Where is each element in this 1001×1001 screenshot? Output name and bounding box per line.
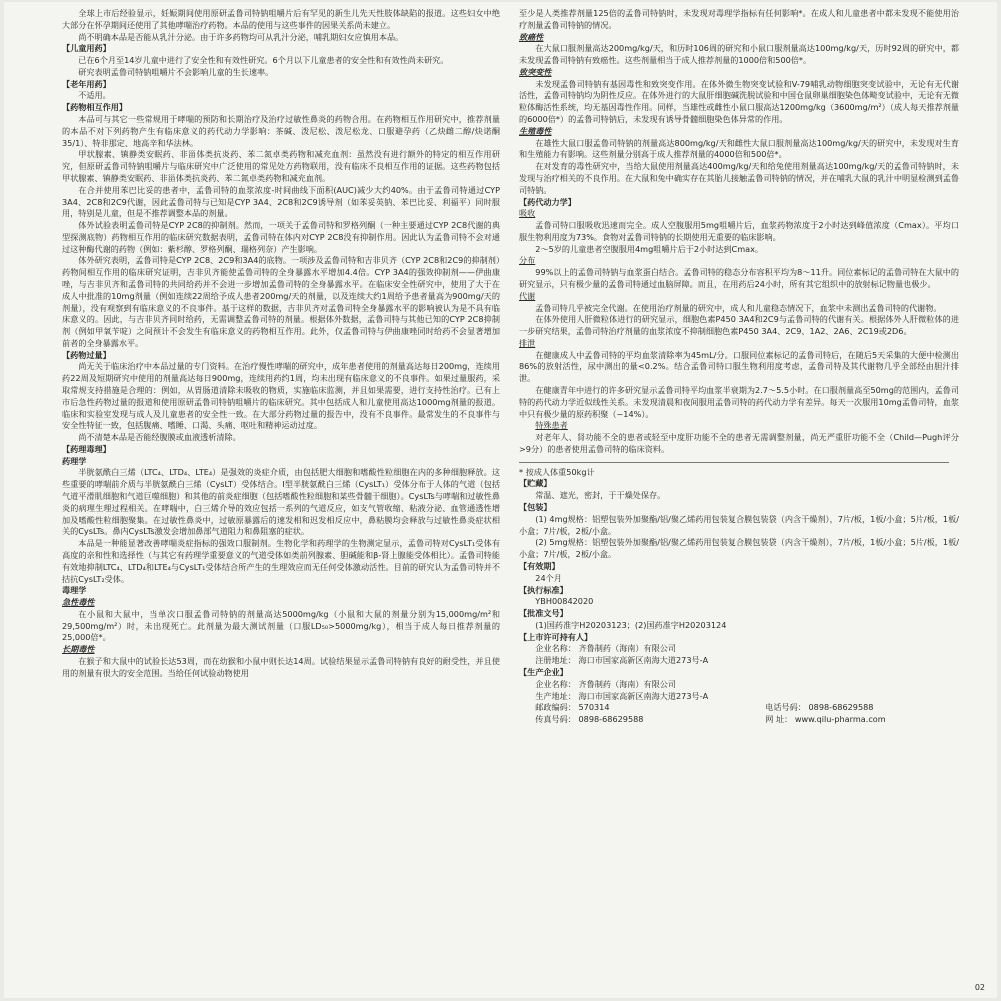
paragraph: 甲状腺素、镇静类安眠药、非甾体类抗炎药、苯二氮卓类药物和减充血剂：虽然没有进行额外的特定的相互作用研究，但原研孟鲁司特钠咀嚼片与临床研究中广泛使用的常见处方药物联用，没有临床不良相互作用的证据。这些药物包括甲状腺素、镇静类安眠药、非甾体类抗炎药、苯二氮卓类药物和减充血剂。 — [62, 149, 500, 183]
section-heading: 【生产企业】 — [519, 666, 568, 677]
contact-row — [519, 702, 959, 714]
paragraph: 在雄性大鼠口服孟鲁司特钠的剂量高达800mg/kg/天和雌性大鼠口服剂量高达100mg/kg/天的研究中，未发现对生育和生殖能力有影响。这些剂量分别高于成人推荐剂量的4000倍和500倍*。 — [519, 137, 959, 160]
info-line: 企业名称： 齐鲁制药（海南）有限公司 — [535, 678, 677, 689]
bold-heading: 药理学 — [62, 455, 87, 466]
subsection-heading: 致癌性 — [519, 31, 544, 42]
contact-field: 传真号码： 0898-68629588 — [535, 714, 644, 725]
contact-field: 电话号码： 0898-68629588 — [765, 702, 874, 713]
section-heading: 【执行标准】 — [519, 584, 568, 595]
page-number: 02 — [974, 983, 985, 992]
info-line: YBH00842020 — [535, 596, 594, 607]
paragraph: 在健康成人中孟鲁司特的平均血浆清除率为45mL/分。口服同位素标记的孟鲁司特后，在随后5天采集的大便中检测出86%的放射活性，尿中测出的量<0.2%。结合孟鲁司特口服生物利用度考虑，孟鲁司特及其代谢物几乎全部经由胆汁排泄。 — [519, 349, 959, 384]
paragraph: 体外研究表明，孟鲁司特是CYP 2C8、2C9和3A4的底物。一项涉及孟鲁司特和吉非贝齐（CYP 2C8和2C9的抑制剂）药物间相互作用的临床研究证明，吉非贝齐能使孟鲁司特的全身暴露水平增加4.4倍。CYP 3A4的强效抑制剂——伊曲康唑，与吉非贝齐和孟鲁司特的共同给药并不会进一步增加孟鲁司特的全身暴露水平。在临床安全性研究中，使用了大于在成人中批准的10mg剂量（例如连续22周给予成人患者200mg/天的剂量，以及连续大约1周给予患者量高为900mg/天的剂量），没有观察到有临床意义的不良事件。基于这样的数据，吉非贝齐对孟鲁司特全身暴露水平的影响被认为是不具有临床意义的。因此，与吉非贝齐同时给药，无需调整孟鲁司特的剂量。根据体外数据，孟鲁司特与其他已知的CYP 2C8抑制剂（例如甲氧苄啶）之间预计不会发生有临床意义的药物相互作用。此外，仅孟鲁司特与伊曲康唑同时给药不会显著增加前者的全身暴露水平。 — [62, 255, 500, 348]
paragraph: 不适用。 — [78, 90, 111, 101]
left-column — [62, 8, 500, 990]
paragraph: 全球上市后经验显示，妊娠期间使用原研孟鲁司特钠咀嚼片后有罕见的新生儿先天性肢体缺陷的报道。这些妇女中绝大部分在怀孕期间还使用了其他哮喘治疗药物。本品的使用与这些事件的因果关系尚未建立。 — [62, 8, 500, 30]
info-line: 生产地址： 海口市国家高新区南海大道273号-A — [535, 690, 709, 701]
section-heading: 【药代动力学】 — [519, 196, 576, 207]
paragraph: 对老年人、肾功能不全的患者或轻至中度肝功能不全的患者无需调整剂量，尚无严重肝功能不全（Child—Pugh评分>9分）的患者使用孟鲁司特的临床资料。 — [519, 432, 959, 454]
paragraph: 至少是人类推荐剂量125倍的孟鲁司特钠时，未发现对毒理学指标有任何影响*。在成人和儿童患者中都未发现不能使用治疗剂量孟鲁司特钠的情况。 — [519, 8, 959, 30]
info-line: (1)国药准字H20203123；(2)国药准字H20203124 — [535, 619, 727, 630]
contact-field: 邮政编码： 570314 — [535, 702, 610, 713]
section-heading: 【药理毒理】 — [62, 443, 111, 454]
paragraph: 本品是一种能显著改善哮喘炎症指标的强效口服制剂。生物化学和药理学的生物测定显示，孟鲁司特对CysLT₁受体有高度的亲和性和选择性（与其它有药理学重要意义的气道受体如类前列腺素、胆碱能和β-肾上腺能受体相比）。孟鲁司特能有效地抑制LTC₄、LTD₄和LTE₄与CysLT₁受体结合所产生的生理效应而无任何受体激动活性。目前的研究认为孟鲁司特并不拮抗CysLT₂受体。 — [62, 538, 500, 584]
subsection-heading: 长期毒性 — [62, 644, 95, 655]
section-heading: 【上市许可持有人】 — [519, 631, 593, 642]
paragraph: 在健康青年中进行的许多研究显示孟鲁司特平均血浆半衰期为2.7～5.5小时。在口服剂量高至50mg的范围内，孟鲁司特的药代动力学近似线性关系。未发现清晨和夜间服用孟鲁司特的药代动力学有差异。每天一次服用10mg孟鲁司特，血浆中只有极少量的原药积聚（~14%）。 — [519, 385, 959, 419]
document-page — [4, 2, 997, 998]
subsection-label: 排泄 — [519, 337, 536, 348]
paragraph: 在大鼠口服剂量高达200mg/kg/天，和历时106周的研究和小鼠口服剂量高达100mg/kg/天，历时92周的研究中，都未发现孟鲁司特钠有致癌性。这些剂量相当于成人推荐剂量的1000倍和500倍*。 — [519, 43, 959, 66]
subsection-heading: 生殖毒性 — [519, 125, 552, 136]
paragraph: 99%以上的孟鲁司特钠与血浆蛋白结合。孟鲁司特的稳态分布容积平均为8～11升。同位素标记的孟鲁司特在大鼠中的研究显示，只有极少量的孟鲁司特通过血脑屏障。而且，在用药后24小时，所有其它组织中的放射标记物量也极少。 — [519, 267, 959, 289]
paragraph: 在猴子和大鼠中的试验长达53周，而在幼猴和小鼠中则长达14周。试验结果显示孟鲁司特钠有良好的耐受性，并且使用的剂量有很大的安全范围。当给任何试验动物使用 — [62, 655, 500, 678]
paragraph: 本品可与其它一些常规用于哮喘的预防和长期治疗及治疗过敏性鼻炎的药物合用。在药物相互作用研究中，推荐剂量的本品不对下列药物产生有临床意义的药代动力学影响：茶碱、泼尼松、泼尼松龙、口服避孕药（乙炔雌二醇/炔诺酮35/1）、特非那定、地高辛和华法林。 — [62, 114, 500, 148]
section-heading: 【儿童用药】 — [62, 43, 111, 54]
paragraph: (1) 4mg规格：铝塑包装外加聚酯/铝/聚乙烯药用包装复合膜包装袋（内含干燥剂），7片/板，1板/小盒；5片/板，1板/小盒；7片/板，2板/小盒。 — [519, 513, 959, 536]
paragraph: 尚不清楚本品是否能经腹膜或血液透析清除。 — [78, 432, 241, 443]
paragraph: 孟鲁司特口服吸收迅速而完全。成人空腹服用5mg咀嚼片后，血浆药物浓度于2小时达到峰值浓度（Cmax）。平均口服生物利用度为73%。食物对孟鲁司特钠的长期使用无重要的临床影响。 — [519, 220, 959, 242]
paragraph: 未发现孟鲁司特钠有基因毒性和致突变作用。在体外微生物突变试验和V-79哺乳动物细胞突变试验中，无论有无代谢活性，孟鲁司特钠均为阴性反应。在体外进行的大鼠肝细胞碱洗脱试验和中国仓鼠卵巢细胞染色体畸变试验中，无论有无微粒体酶活性系统，均无基因毒性作用。同样，当雄性或雌性小鼠口服高达1200mg/kg（3600mg/m²）（成人每天推荐剂量的6000倍*）的孟鲁司特钠后，未发现有诱导骨髓细胞染色体异常的作用。 — [519, 78, 959, 125]
info-line: 注册地址： 海口市国家高新区南海大道273号-A — [535, 655, 709, 666]
contact-row — [519, 714, 959, 726]
section-heading: 【老年用药】 — [62, 78, 111, 89]
paragraph: 在小鼠和大鼠中，当单次口服孟鲁司特钠的剂量高达5000mg/kg（小鼠和大鼠的剂量分别为15,000mg/m²和29,500mg/m²）时，未出现死亡。此剂量为最大测试剂量（口服LD₅₀>5000mg/kg），相当于成人每日推荐剂量的25,000倍*。 — [62, 608, 500, 643]
section-heading: 【药物过量】 — [62, 349, 111, 360]
paragraph: 在体外使用人肝微粒体进行的研究显示，细胞色素P450 3A4和2C9与孟鲁司特的代谢有关。根据体外人肝微粒体的进一步研究结果，孟鲁司特治疗剂量的血浆浓度不抑制细胞色素P450 3A4、2C9、1A2、2A6、2C19或2D6。 — [519, 314, 959, 337]
section-heading: 【包装】 — [519, 502, 552, 513]
paragraph: 孟鲁司特几乎被完全代谢。在使用治疗剂量的研究中，成人和儿童稳态情况下，血浆中未测出孟鲁司特的代谢物。 — [535, 302, 942, 313]
subsection-label: 特殊患者 — [535, 420, 568, 431]
bold-heading: 毒理学 — [62, 585, 87, 596]
paragraph: 2～5岁的儿童患者空腹服用4mg咀嚼片后于2小时达到Cmax。 — [535, 243, 764, 254]
right-column — [519, 8, 959, 990]
subsection-label: 吸收 — [519, 208, 536, 219]
subsection-heading: 急性毒性 — [62, 597, 95, 608]
paragraph: 在对发育的毒性研究中，当给大鼠使用剂量高达400mg/kg/天和给兔使用剂量高达100mg/kg/天的孟鲁司特钠时，未发现与治疗相关的不良作用。在大鼠和兔中确实存在其胎儿接触孟鲁司特钠的情况，并在哺乳大鼠的乳汁中明显检测到孟鲁司特钠。 — [519, 161, 959, 195]
section-heading: 【药物相互作用】 — [62, 102, 128, 113]
paragraph: (2) 5mg规格：铝塑包装外加聚酯/铝/聚乙烯药用包装复合膜包装袋（内含干燥剂），7片/板，1板/小盒；5片/板，1板/小盒；7片/板，2板/小盒。 — [519, 537, 959, 560]
paragraph: 研究表明孟鲁司特钠咀嚼片不会影响儿童的生长速率。 — [78, 66, 274, 77]
subsection-label: 代谢 — [519, 290, 536, 301]
section-heading: 【贮藏】 — [519, 478, 552, 489]
subsection-label: 分布 — [519, 255, 536, 266]
section-heading: 【批准文号】 — [519, 608, 568, 619]
paragraph: 体外试验表明孟鲁司特是CYP 2C8的抑制剂。然而，一项关于孟鲁司特和罗格列酮（一种主要通过CYP 2C8代谢的典型探测底物）药物相互作用的临床研究数据表明，孟鲁司特在体内对CYP 2C8没有抑制作用。因此认为孟鲁司特不会对通过这种酶代谢的药物（例如：紫杉醇、罗格列酮、瑞格列奈）产生影响。 — [62, 220, 500, 254]
info-line: 24个月 — [535, 572, 562, 583]
paragraph: 尚无关于临床治疗中本品过量的专门资料。在治疗慢性哮喘的研究中，成年患者使用的剂量高达每日200mg，连续用药22周及短期研究中使用的剂量高达每日900mg，连续用药约1周，均未出现有临床意义的不良事件。如果过量服药，采取常规支持措施是合理的：例如，从胃肠道清除未吸收的物质，实施临床监测，并且如果需要，进行支持性治疗。已有上市后急性药物过量的报道和使用原研孟鲁司特钠咀嚼片的临床研究。其中包括成人和儿童使用高达1000mg剂量的报道。临床和实验室发现与成人及儿童患者的安全性一致。在大部分药物过量的报告中，没有不良事件。最常发生的不良事件与安全性特征一致，包括腹痛、嗜睡、口渴、头痛、呕吐和精神运动过度。 — [62, 361, 500, 431]
paragraph: 尚不明确本品是否能从乳汁分泌。由于许多药物均可从乳汁分泌，哺乳期妇女应慎用本品。 — [78, 31, 404, 42]
section-heading: 【有效期】 — [519, 560, 560, 571]
paragraph: 已在6个月至14岁儿童中进行了安全性和有效性研究。6个月以下儿童患者的安全性和有效性尚未研究。 — [78, 55, 449, 66]
footnote-divider — [519, 462, 949, 463]
contact-field: 网 址： www.qilu-pharma.com — [765, 714, 886, 725]
paragraph: 在合并使用苯巴比妥的患者中，孟鲁司特的血浆浓度-时间曲线下面积(AUC)减少大约40%。由于孟鲁司特通过CYP 3A4、2C8和2C9代谢，因此孟鲁司特与已知是CYP 3A4、2C8和2C9诱导剂（如苯妥英钠、苯巴比妥、利福平）同时服用，特别是儿童，但是不推荐调整本品的剂量。 — [62, 184, 500, 219]
paragraph: 常温、遮光，密封，于干燥处保存。 — [535, 490, 666, 501]
subsection-heading: 致突变性 — [519, 66, 552, 77]
footnote: * 按成人体重50kg计 — [519, 466, 595, 477]
info-line: 企业名称： 齐鲁制药（海南）有限公司 — [535, 643, 677, 654]
paragraph: 半胱氨酰白三烯（LTC₄、LTD₄、LTE₄）是强效的炎症介质，由包括肥大细胞和嗜酸性粒细胞在内的多种细胞释放。这些重要的哮喘前介质与半胱氨酰白三烯（CysLT）受体结合。I型半胱氨酰白三烯（CysLT₁）受体分布于人体的气道（包括气道平滑肌细胞和气道巨噬细胞）和其他的前炎症细胞（包括嗜酸性粒细胞和某些骨髓干细胞）。CysLTs与哮喘和过敏性鼻炎的病理生理过程相关。在哮喘中，白三烯介导的效应包括一系列的气道反应，如支气管收缩、粘液分泌、血管通透性增加及嗜酸性粒细胞聚集。在过敏性鼻炎中，过敏原暴露后的速发相和迟发相反应中，鼻粘膜均会释放与过敏性鼻炎症状相关的CysLTs。鼻内CysLTs激发会增加鼻部气道阻力和鼻阻塞的症状。 — [62, 467, 500, 537]
